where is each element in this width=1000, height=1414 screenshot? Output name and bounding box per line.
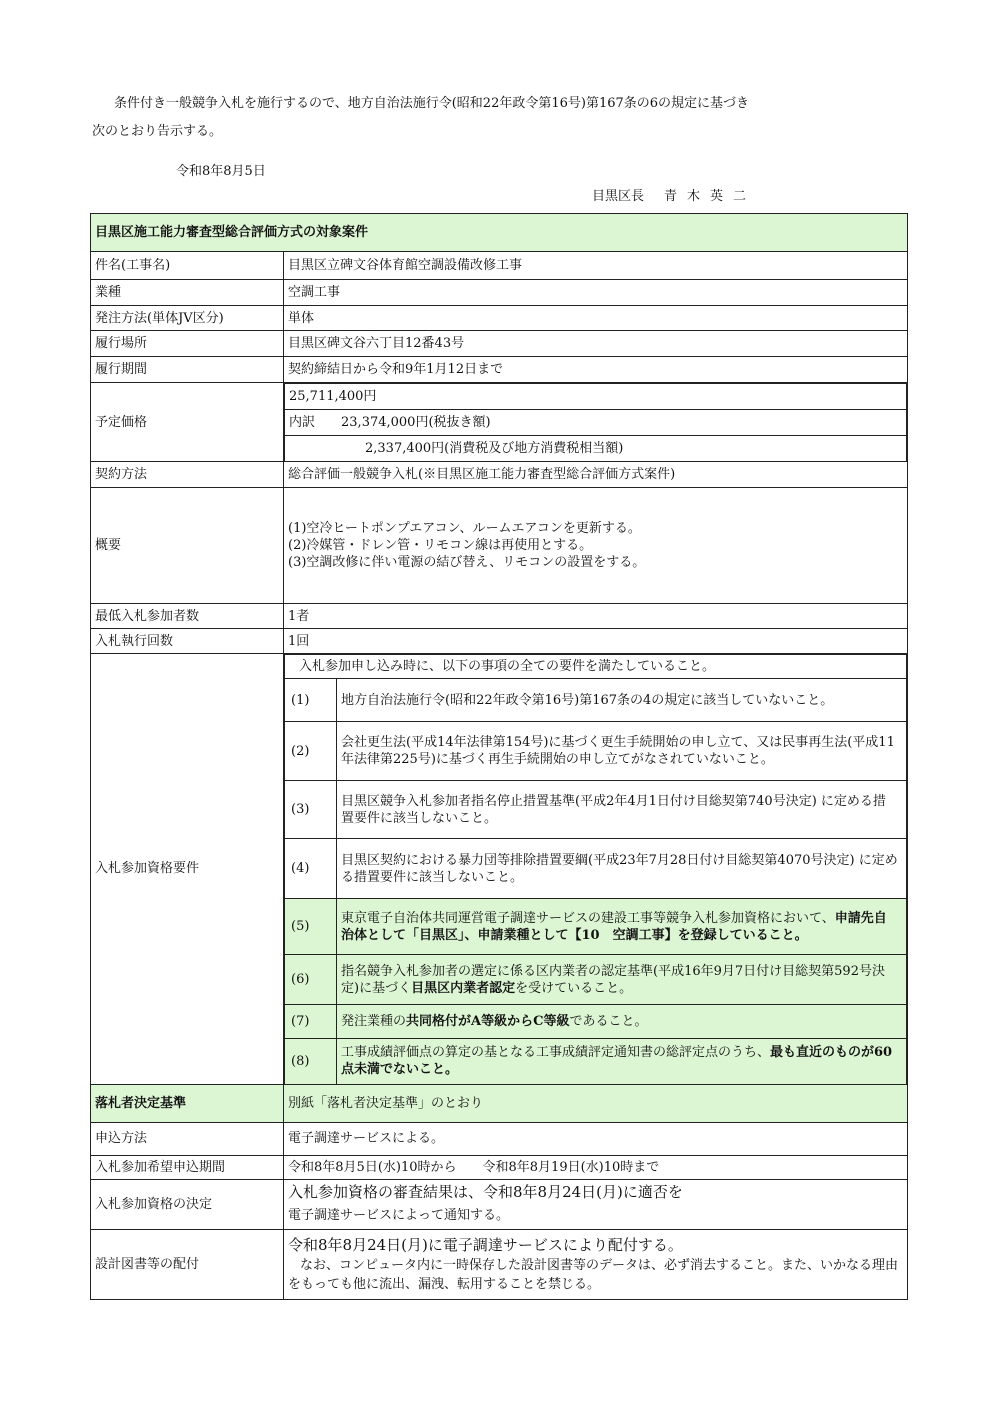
price-total: 25,711,400円 <box>285 384 907 410</box>
price-label: 予定価格 <box>91 383 284 462</box>
application-method-value: 電子調達サービスによる。 <box>284 1122 908 1155</box>
price-breakdown-row <box>285 410 907 436</box>
intro-line-2: 次のとおり告示する。 <box>92 124 223 139</box>
qualification-item: (3) 目黒区競争入札参加者指名停止措置基準(平成2年4月1日付け目総契第740号決定) に定める措置要件に該当しないこと。 <box>285 781 907 839</box>
drawings-value: 令和8年8月24日(月)に電子調達サービスにより配付する。 なお、コンピュータ内に一時保存した設計図書等のデータは、必ず消去すること。また、いかなる理由をもっても他に流出、漏洩、転用することを禁じる。 <box>284 1229 908 1299</box>
drawings-label: 設計図書等の配付 <box>91 1229 284 1299</box>
qualification-decision-label: 入札参加資格の決定 <box>91 1179 284 1229</box>
contract-method-label: 契約方法 <box>91 462 284 488</box>
qualification-item-highlight: (6) 指名競争入札参加者の選定に係る区内業者の認定基準(平成16年9月7日付け目総契第592号決定)に基づく目黒区内業者認定を受けていること。 <box>285 955 907 1005</box>
overview-item: (1)空冷ヒートポンプエアコン、ルームエアコンを更新する。 <box>288 521 641 536</box>
industry-label: 業種 <box>91 280 284 306</box>
signature <box>592 185 756 204</box>
bid-rounds-label: 入札執行回数 <box>91 629 284 654</box>
overview-label: 概要 <box>91 488 284 604</box>
min-bidders-value: 1者 <box>284 604 908 629</box>
price-tax: 2,337,400円(消費税及び地方消費税相当額) <box>365 441 624 456</box>
announcement-date: 令和8年8月5日 <box>176 164 266 179</box>
order-method-label: 発注方法(単体JV区分) <box>91 306 284 331</box>
table-header: 目黒区施工能力審査型総合評価方式の対象案件 <box>91 214 908 252</box>
qualification-item-highlight: (5) 東京電子自治体共同運営電子調達サービスの建設工事等競争入札参加資格において、申請先自治体として「目黒区」、申請業種として【10 空調工事】を登録していること。 <box>285 899 907 955</box>
qualifications-label: 入札参加資格要件 <box>91 654 284 1085</box>
industry-value: 空調工事 <box>284 280 908 306</box>
qualification-item: (1) 地方自治法施行令(昭和22年政令第16号)第167条の4の規定に該当していないこと。 <box>285 679 907 722</box>
qualification-item: (2) 会社更生法(平成14年法律第154号)に基づく更生手続開始の申し立て、又は民事再生法(平成11年法律第225号)に基づく再生手続開始の申し立てがなされていないこと。 <box>285 722 907 781</box>
location-label: 履行場所 <box>91 331 284 357</box>
qualifications-cell <box>284 654 908 1085</box>
contract-method-value: 総合評価一般競争入札(※目黒区施工能力審査型総合評価方式案件) <box>284 462 908 488</box>
qualifications-list <box>284 654 907 1084</box>
qualification-item-highlight: (8) 工事成績評価点の算定の基となる工事成績評定通知書の総評定点のうち、最も直近のものが60点未満でないこと。 <box>285 1039 907 1084</box>
announcement-intro <box>92 90 912 146</box>
period-label: 履行期間 <box>91 357 284 383</box>
location-value: 目黒区碑文谷六丁目12番43号 <box>284 331 908 357</box>
overview-cell <box>284 488 908 604</box>
price-cell <box>284 383 908 462</box>
winner-criteria-label: 落札者決定基準 <box>91 1084 284 1122</box>
overview-item: (2)冷媒管・ドレン管・リモコン線は再使用とする。 <box>288 538 593 553</box>
application-period-value: 令和8年8月5日(水)10時から 令和8年8月19日(水)10時まで <box>284 1155 908 1179</box>
intro-line-1: 条件付き一般競争入札を施行するので、地方自治法施行令(昭和22年政令第16号)第167条の6の規定に基づき <box>114 96 750 111</box>
project-table <box>90 213 908 1300</box>
bid-rounds-value: 1回 <box>284 629 908 654</box>
overview-item: (3)空調改修に伴い電源の結び替え、リモコンの設置をする。 <box>288 555 646 570</box>
order-method-value: 単体 <box>284 306 908 331</box>
price-excl-tax: 23,374,000円(税抜き額) <box>341 415 491 430</box>
signature-name: 青木英二 <box>664 189 757 204</box>
min-bidders-label: 最低入札参加者数 <box>91 604 284 629</box>
winner-criteria-value: 別紙「落札者決定基準」のとおり <box>284 1084 908 1122</box>
price-tax-row <box>285 436 907 462</box>
qualification-item-highlight: (7) 発注業種の共同格付がA等級からC等級であること。 <box>285 1005 907 1039</box>
signature-title: 目黒区長 <box>592 189 645 204</box>
qualification-decision-value: 入札参加資格の審査結果は、令和8年8月24日(月)に適否を 電子調達サービスによって通知する。 <box>284 1179 908 1229</box>
application-method-label: 申込方法 <box>91 1122 284 1155</box>
project-name-value: 目黒区立碑文谷体育館空調設備改修工事 <box>284 252 908 280</box>
qualifications-intro: 入札参加申し込み時に、以下の事項の全ての要件を満たしていること。 <box>285 655 907 679</box>
price-breakdown-label: 内訳 <box>289 415 316 430</box>
qualification-item: (4) 目黒区契約における暴力団等排除措置要綱(平成23年7月28日付け目総契第4070号決定) に定める措置要件に該当しないこと。 <box>285 839 907 899</box>
project-name-label: 件名(工事名) <box>91 252 284 280</box>
period-value: 契約締結日から令和9年1月12日まで <box>284 357 908 383</box>
application-period-label: 入札参加希望申込期間 <box>91 1155 284 1179</box>
